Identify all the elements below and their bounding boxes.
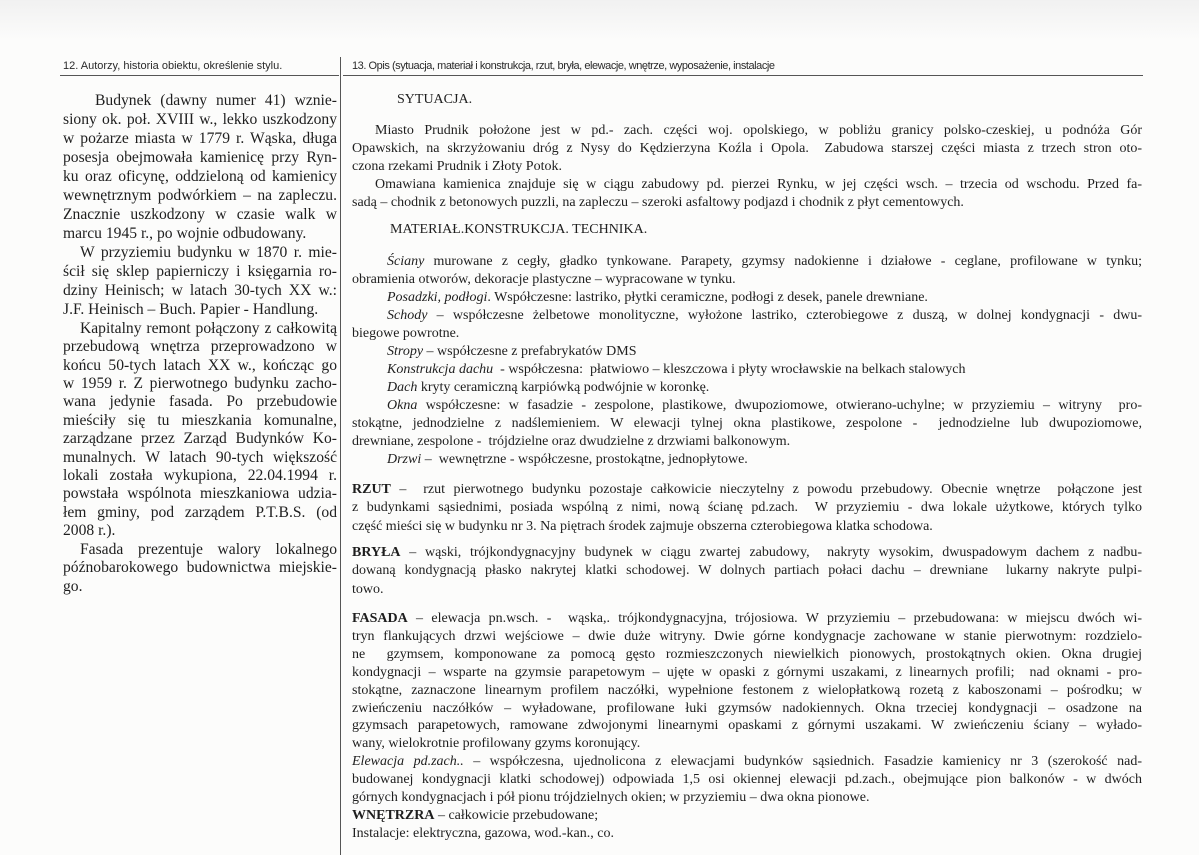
line-text: – współczesne z prefabrykatów DMS	[423, 344, 637, 359]
text-line: 2008 r.).	[63, 522, 116, 540]
line-text: tryn flankujących drzwi wejściowe – dwie duże witryny. Dwie górne kondygnacje zachowane w stanie pierwotnym: rozdzielo-	[352, 628, 1142, 644]
text-line: Kapitalny remont połączony z całkowitą	[80, 319, 337, 337]
lead-term: Elewacja pd.zach..	[352, 754, 464, 770]
text-line	[352, 361, 1142, 379]
text-line	[352, 140, 1142, 158]
text-line	[352, 253, 1142, 271]
text-line: mieściły się tu mieszkania komunalne,	[63, 411, 337, 429]
lead-term: Dach	[387, 380, 418, 395]
line-text: – współczesna, ujednolicona z elewacjami budynków sąsiednich. Fasadzie kamienicy nr 3 (szerokość nad-	[463, 754, 1142, 770]
scan-shading	[0, 0, 1199, 40]
text-line: W przyziemiu budynku w 1870 r. mie-	[80, 243, 337, 261]
text-line	[352, 753, 1142, 771]
line-text: stokątne, jednodzielne z nadślemieniem. W elewacji tylnej okna plastikowe, zespolone - jednodzielne lub dwupoziomowe,	[352, 416, 1142, 431]
text-line: wana jedynie fasada. Po przebudowie	[63, 393, 337, 411]
line-text: górnych kondygnacjach i pół pionu trójdzielnych okien; w przyziemiu – dwa okna pionowe.	[352, 790, 870, 806]
line-text: towo.	[352, 581, 384, 597]
lead-term: Schody	[387, 308, 428, 323]
text-line: Znacznie uszkodzony w czasie walk w	[63, 205, 337, 223]
line-text: Instalacje: elektryczna, gazowa, wod.-kan., co.	[352, 825, 614, 841]
text-line: marcu 1945 r., po wojnie odbudowany.	[63, 224, 307, 242]
line-text: część mieści się w budynku nr 3. Na piętrach środek zajmuje obszerna czterobiegowa klatka schodowa.	[352, 518, 933, 534]
text-line: Fasada prezentuje walory lokalnego	[80, 540, 337, 558]
line-text: Omawiana kamienica znajduje się w ciągu zabudowy pd. pierzei Rynku, w jej części wsch. – trzecia od wschodu. Przed fa-	[375, 177, 1142, 192]
line-text: – całkowicie przebudowane;	[434, 807, 599, 823]
line-text: obramienia otworów, dekoracje plastyczne – wypracowane w tynku.	[352, 272, 736, 287]
line-text: – współczesne żelbetowe monolityczne, wyłożone lastriko, czterobiegowe z duszą, w dolnej kondygnacji - dwu-	[427, 308, 1142, 323]
text-line	[352, 397, 1142, 415]
column-divider	[340, 57, 341, 855]
text-line	[352, 343, 1142, 361]
text-line	[352, 581, 1142, 600]
text-line: w pożarze miasta w 1779 r. Wąska, długa	[63, 129, 337, 147]
line-text: – elewacja pn.wsch. - wąska,. trójkondygnacyjna, trójosiowa. W przyziemiu – przebudowana: w miejscu dwóch wi-	[407, 611, 1142, 627]
text-line	[352, 481, 1142, 500]
section-13-header: 13. Opis (sytuacja, materiał i konstrukcja, rzut, bryła, elewacje, wnętrze, wyposażenie, instalacje	[352, 60, 775, 72]
lead-term: Drzwi	[387, 452, 422, 467]
line-text: z budynkami sąsiednimi, posiada wspólną z nimi, nową ścianę pd.zach. W przyziemiu - dwa lokale użytkowe, których tylko	[352, 500, 1142, 516]
section-label: RZUT	[352, 481, 391, 497]
text-line	[352, 664, 1142, 682]
section-label: WNĘTRZRA	[352, 807, 435, 823]
text-line	[352, 415, 1142, 433]
text-line	[352, 433, 1142, 451]
text-line	[352, 717, 1142, 735]
lead-term: Stropy	[387, 344, 424, 359]
line-text: wany, wielokrotnie profilowany gzyms koronujący.	[352, 736, 641, 752]
text-line	[352, 451, 1142, 469]
section-label: BRYŁA	[352, 544, 401, 560]
text-line	[352, 158, 1142, 176]
line-text: kondygnacji – wsparte na gzymsie parapetowym – ujęte w opaski z górnymi uszakami, z linearnych profili; nad oknami - pro-	[352, 664, 1142, 680]
text-line	[352, 194, 1142, 212]
line-text: – rzut pierwotnego budynku pozostaje całkowicie nieczytelny z powodu przebudowy. Obecnie wnętrze połączone jest	[390, 481, 1142, 497]
text-line	[352, 610, 1142, 628]
text-line	[352, 789, 1142, 807]
text-line	[352, 646, 1142, 664]
text-line	[352, 700, 1142, 718]
section-label: FASADA	[352, 611, 408, 627]
text-line: ku oraz oficynę, oddzieloną od kamienicy	[63, 167, 337, 185]
text-line	[352, 499, 1142, 518]
lead-term: Okna	[387, 398, 418, 413]
lead-term: Posadzki, podłogi	[387, 290, 488, 305]
text-line: późnobarokowego budownictwa miejskie-	[63, 559, 337, 577]
line-text: sadą – chodnik z betonowych puzzli, na zapleczu – szeroki asfaltowy podjazd i chodnik z płyt cementowych.	[352, 195, 964, 210]
text-line: dziny Heinisch; w latach 30-tych XX w.:	[63, 281, 337, 299]
text-line	[352, 271, 1142, 289]
line-text: – wewnętrzne - współczesne, prostokątne, jednopłytowe.	[421, 452, 748, 467]
line-text: gzymsach parapetowych, ramowane zdwojonymi linearnymi opaskami z górnymi uszakami. W zwieńczeniu ściany – wyłado-	[352, 718, 1142, 734]
text-line: łem gminy, pod zarządem P.T.B.S. (od	[63, 503, 337, 521]
line-text: stokątne, zaznaczone linearnym profilem naczółki, wypełnione festonem z wielopłatkową rozetą z kaboszonami – pośrodku; w	[352, 682, 1142, 698]
text-line: munalnych. W latach 90-tych większość	[63, 448, 337, 466]
text-line	[352, 825, 1142, 843]
lead-term: Ściany	[387, 254, 425, 269]
text-line: lokali została wykupiona, 22.04.1994 r.	[63, 467, 337, 484]
text-line: Budynek (dawny numer 41) wznie-	[95, 91, 337, 109]
text-line	[352, 307, 1142, 325]
text-line: wewnętrznym podwórkiem – na zapleczu.	[63, 186, 337, 204]
text-line	[352, 682, 1142, 700]
text-line	[352, 289, 1142, 307]
text-line	[352, 122, 1142, 140]
text-line: J.F. Heinisch – Buch. Papier - Handlung.	[63, 300, 319, 318]
text-line	[352, 379, 1142, 397]
text-line: zarządzane przez Zarząd Budynków Ko-	[63, 430, 337, 448]
line-text: biegowe powrotne.	[352, 326, 460, 341]
line-text: budowanej kondygnacji klatki schodowej) odpowiada 1,5 osi okiennej elewacji pd.zach., obejmujące pion balkonów - w dwóch	[352, 772, 1142, 788]
text-line: końcu 50-tych latach XX w., kończąc go	[63, 356, 337, 374]
line-text: dowaną kondygnacją płasko nakrytej klatki schodowej. W dolnych partiach połaci dachu – drewniane lukarny nakryte pulpi-	[352, 563, 1142, 579]
situation-heading: SYTUACJA.	[397, 92, 473, 107]
line-text: - współczesna: płatwiowo – kleszczowa i płyty wrocławskie na belkach stalowych	[493, 362, 966, 377]
line-text: czona rzekami Prudnik i Złoty Potok.	[352, 159, 562, 174]
text-line	[352, 176, 1142, 194]
header-rule-left	[60, 75, 339, 76]
text-line	[352, 628, 1142, 646]
line-text: murowane z cegły, gładko tynkowane. Parapety, gzymsy nadokienne i działowe - ceglane, profilowane w tynku;	[424, 254, 1142, 269]
text-line: siony ok. poł. XVIII w., lekko uszkodzony	[63, 110, 337, 128]
text-line: powstała wspólnota mieszkaniowa udzia-	[63, 485, 337, 503]
text-line: w 1959 r. Z pierwotnego budynku zacho-	[63, 375, 337, 392]
text-line	[352, 562, 1142, 581]
material-heading: MATERIAŁ.KONSTRUKCJA. TECHNIKA.	[390, 222, 648, 237]
text-line	[352, 735, 1142, 753]
text-line: ścił się sklep papierniczy i księgarnia ro-	[63, 262, 337, 280]
text-line: przebudową wnętrza przeprowadzono w	[63, 338, 337, 356]
line-text: współczesne: w fasadzie - zespolone, plastikowe, dwupoziomowe, otwierano-uchylne; w przyziemiu – witryny pro-	[417, 398, 1142, 413]
line-text: – wąski, trójkondygnacyjny budynek w ciągu zwartej zabudowy, nakryty wysokim, dwuspadowym dachem z nadbu-	[400, 544, 1142, 560]
text-line: posesja obejmowała kamienicę przy Ryn-	[63, 148, 337, 166]
text-line	[352, 807, 1142, 825]
line-text: Opawskich, na skrzyżowaniu dróg z Nysy do Kędzierzyna Koźla i Opola. Zabudowa starszej części miasta z trzech stron oto-	[352, 141, 1142, 156]
line-text: ne gzymsem, komponowane za pomocą gęsto rozmieszczonych niewielkich pionowych, prostokątnych okien. Okna drugiej	[352, 646, 1142, 662]
text-line	[352, 544, 1142, 563]
line-text: drewniane, zespolone - trójdzielne oraz dwudzielne z drzwiami balkonowym.	[352, 434, 791, 449]
section-12-header: 12. Autorzy, historia obiektu, określenie stylu.	[63, 60, 283, 72]
text-line	[352, 518, 1142, 537]
text-line	[352, 771, 1142, 789]
header-rule-right	[343, 75, 1143, 76]
line-text: . Współczesne: lastriko, płytki ceramiczne, podłogi z desek, panele drewniane.	[487, 290, 928, 305]
text-line	[352, 325, 1142, 343]
line-text: zwieńczeniu naczółków – wyładowane, profilowane łuki gzymsów nadokiennych. Okna trzeciej kondygnacji – osadzone na	[352, 700, 1142, 716]
line-text: Miasto Prudnik położone jest w pd.- zach. części woj. opolskiego, w pobliżu granicy polsko-czeskiej, u podnóża Gór	[375, 123, 1142, 138]
text-line: go.	[63, 577, 83, 595]
lead-term: Konstrukcja dachu	[387, 362, 494, 377]
line-text: kryty ceramiczną karpiówką podwójnie w koronkę.	[417, 380, 710, 395]
